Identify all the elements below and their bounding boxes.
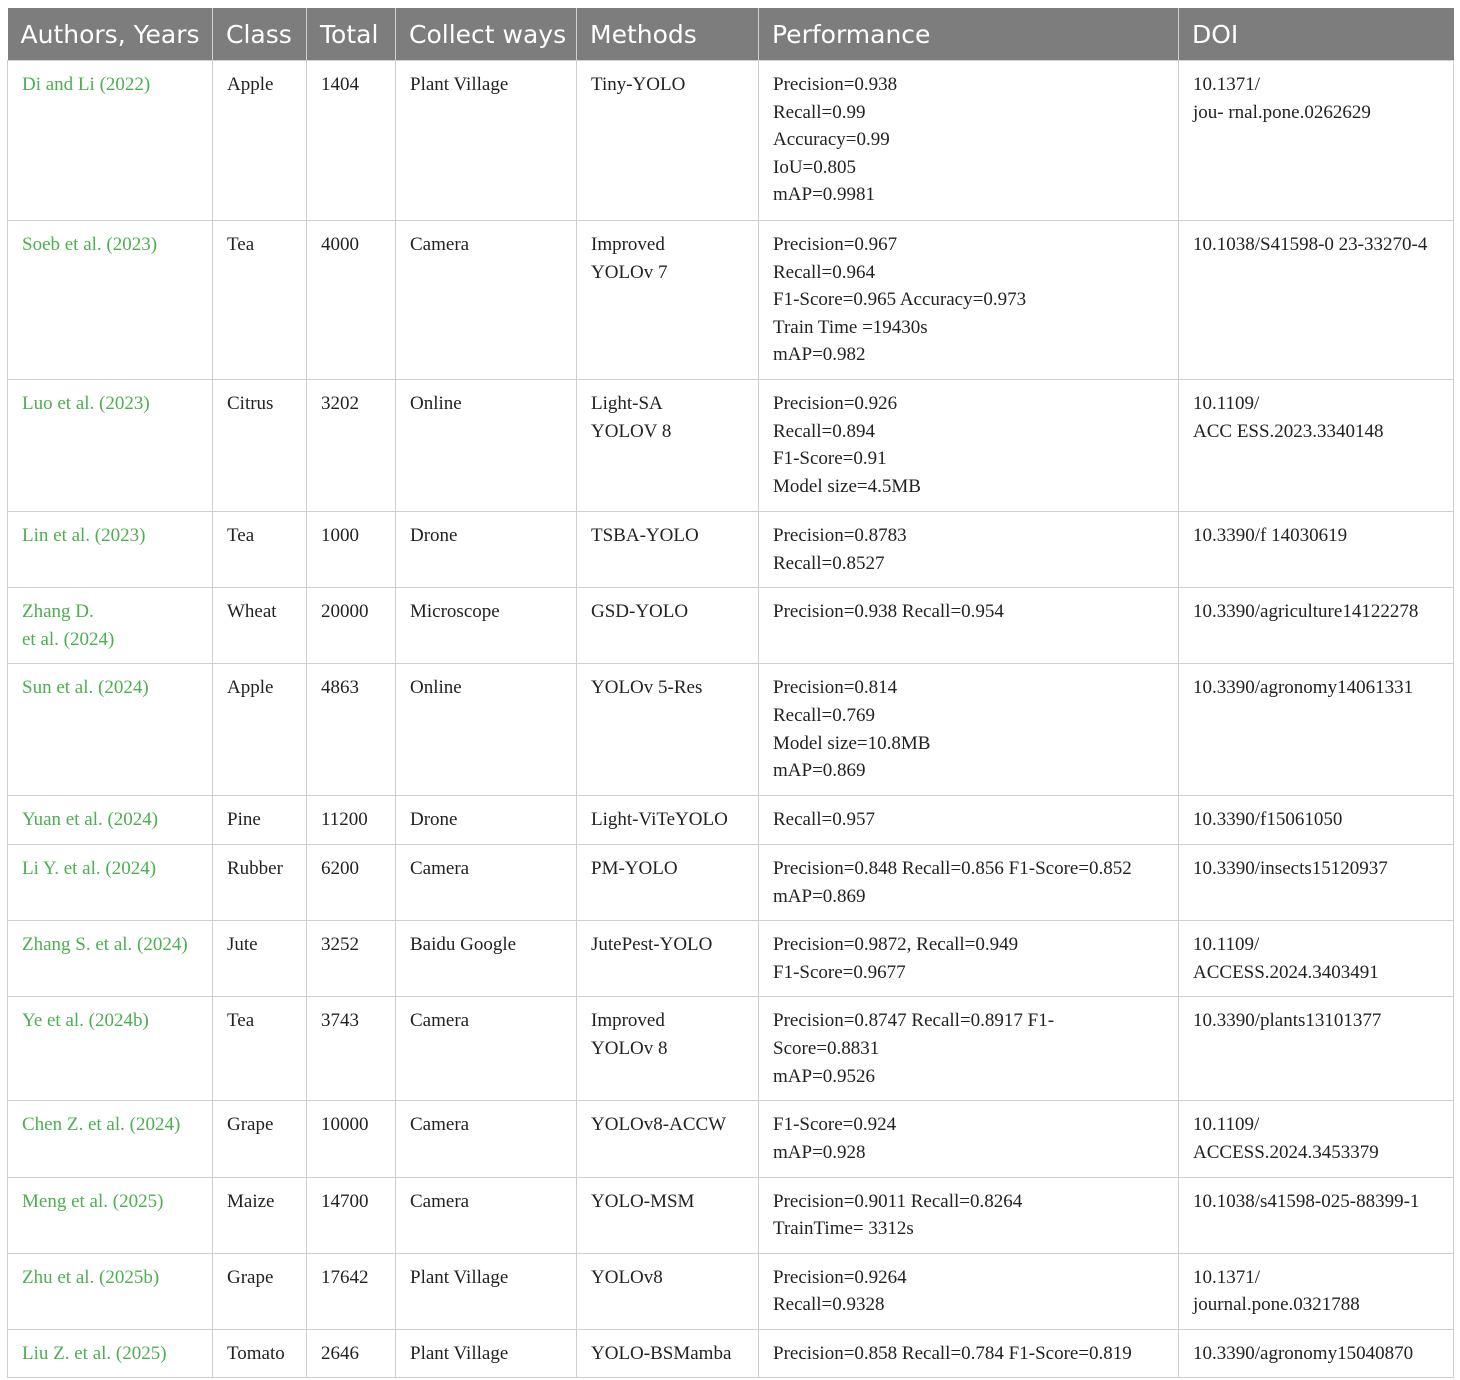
table-row [8,664,1454,796]
method-line: YOLOv 8 [591,1037,668,1059]
author-citation-link[interactable] [8,511,213,587]
performance-line: Precision=0.926 [773,392,898,414]
doi-cell [1179,379,1454,511]
table-row [8,61,1454,221]
performance-cell [759,1329,1179,1378]
author-citation-link[interactable] [8,1253,213,1329]
author-citation-link[interactable] [8,379,213,511]
performance-line: Precision=0.967 [773,234,898,255]
total-cell: 3252 [307,921,396,997]
table-header [8,8,1454,61]
method-cell [577,1329,759,1378]
header-methods: Methods [577,8,759,61]
collect-ways-cell: Camera [396,221,577,380]
performance-line: Recall=0.957 [773,809,875,831]
performance-line: TrainTime= 3312s [773,1218,914,1240]
performance-cell [759,664,1179,796]
total-cell: 4000 [307,221,396,380]
author-line: Sun et al. (2024) [22,677,149,699]
total-cell: 11200 [307,796,396,845]
total-cell: 17642 [307,1253,396,1329]
performance-cell [759,379,1179,511]
doi-cell [1179,61,1454,221]
author-line: Soeb et al. (2023) [22,234,158,255]
performance-line: mAP=0.9981 [773,184,876,206]
doi-cell [1179,1253,1454,1329]
method-cell [577,588,759,664]
author-citation-link[interactable] [8,796,213,845]
header-total: Total [307,8,396,61]
method-cell [577,511,759,587]
author-line: et al. (2024) [22,628,115,650]
doi-line: 10.1109/ [1193,934,1260,956]
author-line: Liu Z. et al. (2025) [22,1342,167,1364]
performance-line: Precision=0.938 [773,74,898,95]
class-cell: Citrus [213,379,307,511]
performance-line: Accuracy=0.99 [773,129,890,151]
header-authors: Authors, Years [8,8,213,61]
author-line: Luo et al. (2023) [22,392,150,414]
class-cell: Tea [213,511,307,587]
class-cell: Maize [213,1177,307,1253]
performance-cell [759,1177,1179,1253]
collect-ways-cell: Baidu Google [396,921,577,997]
author-citation-link[interactable] [8,221,213,380]
performance-line: F1-Score=0.924 [773,1114,897,1136]
header-class: Class [213,8,307,61]
performance-cell [759,1253,1179,1329]
method-cell [577,997,759,1101]
performance-line: Precision=0.8783 [773,524,907,546]
doi-line: ACC ESS.2023.3340148 [1193,420,1384,442]
total-cell: 1404 [307,61,396,221]
collect-ways-cell: Camera [396,1177,577,1253]
class-cell: Pine [213,796,307,845]
author-line: Meng et al. (2025) [22,1190,164,1212]
method-line: TSBA-YOLO [591,524,699,546]
class-cell: Rubber [213,844,307,920]
doi-line: 10.3390/agriculture14122278 [1193,601,1419,623]
method-line: Improved [591,234,665,255]
doi-line: 10.1038/S41598-0 23-33270-4 [1193,234,1428,255]
method-cell [577,664,759,796]
method-line: Light-SA [591,392,663,414]
table-body [8,61,1454,1378]
method-line: YOLOv8 [591,1266,663,1288]
class-cell: Tea [213,221,307,380]
method-line: GSD-YOLO [591,601,689,623]
doi-cell [1179,221,1454,380]
total-cell: 3202 [307,379,396,511]
doi-cell [1179,1329,1454,1378]
performance-line: mAP=0.9526 [773,1065,876,1087]
performance-line: Precision=0.848 Recall=0.856 F1-Score=0.852 [773,857,1132,879]
collect-ways-cell: Plant Village [396,61,577,221]
performance-line: Train Time =19430s [773,316,928,338]
method-cell [577,1253,759,1329]
performance-cell [759,921,1179,997]
author-citation-link[interactable] [8,997,213,1101]
doi-line: 10.3390/agronomy15040870 [1193,1342,1414,1364]
method-cell [577,1177,759,1253]
performance-line: Precision=0.938 Recall=0.954 [773,601,1004,623]
collect-ways-cell: Camera [396,844,577,920]
method-line: YOLO-MSM [591,1190,695,1212]
total-cell: 14700 [307,1177,396,1253]
performance-cell [759,1101,1179,1177]
author-citation-link[interactable] [8,61,213,221]
performance-line: mAP=0.982 [773,344,866,366]
doi-line: 10.3390/plants13101377 [1193,1010,1382,1032]
collect-ways-cell: Microscope [396,588,577,664]
doi-line: ACCESS.2024.3403491 [1193,961,1379,983]
total-cell: 20000 [307,588,396,664]
class-cell: Apple [213,61,307,221]
collect-ways-cell: Camera [396,997,577,1101]
table-row [8,1329,1454,1378]
performance-line: Precision=0.9872, Recall=0.949 [773,934,1019,956]
performance-line: F1-Score=0.91 [773,448,887,470]
method-cell [577,921,759,997]
performance-line: mAP=0.928 [773,1141,866,1163]
author-line: Zhang S. et al. (2024) [22,934,188,956]
performance-cell [759,221,1179,380]
collect-ways-cell: Plant Village [396,1253,577,1329]
doi-line: 10.3390/agronomy14061331 [1193,677,1414,699]
performance-line: Score=0.8831 [773,1037,880,1059]
author-line: Lin et al. (2023) [22,524,146,546]
performance-line: Recall=0.99 [773,101,866,123]
author-citation-link[interactable] [8,1177,213,1253]
performance-line: Recall=0.769 [773,704,875,726]
doi-cell [1179,796,1454,845]
author-line: Di and Li (2022) [22,74,151,95]
performance-line: F1-Score=0.965 Accuracy=0.973 [773,289,1027,311]
method-cell [577,1101,759,1177]
method-cell [577,61,759,221]
doi-line: 10.3390/f15061050 [1193,809,1343,831]
method-line: YOLO-BSMamba [591,1342,732,1364]
class-cell: Tomato [213,1329,307,1378]
author-citation-link[interactable] [8,588,213,664]
method-cell [577,796,759,845]
performance-line: Precision=0.8747 Recall=0.8917 F1- [773,1010,1055,1032]
method-line: YOLOv 5-Res [591,677,703,699]
class-cell: Grape [213,1253,307,1329]
performance-line: Precision=0.858 Recall=0.784 F1-Score=0.819 [773,1342,1132,1364]
doi-cell [1179,1101,1454,1177]
collect-ways-cell: Online [396,664,577,796]
doi-line: 10.1038/s41598-025-88399-1 [1193,1190,1420,1212]
total-cell: 4863 [307,664,396,796]
method-cell [577,379,759,511]
header-collect-ways: Collect ways [396,8,577,61]
author-line: Zhang D. [22,601,94,623]
doi-cell [1179,921,1454,997]
performance-line: Recall=0.8527 [773,552,885,574]
literature-table [7,8,1454,1378]
total-cell: 1000 [307,511,396,587]
doi-line: 10.1371/ [1193,1266,1261,1288]
author-line: Chen Z. et al. (2024) [22,1114,181,1136]
class-cell: Grape [213,1101,307,1177]
performance-line: Recall=0.964 [773,261,875,283]
performance-cell [759,844,1179,920]
table-row [8,588,1454,664]
collect-ways-cell: Camera [396,1101,577,1177]
method-cell [577,221,759,380]
table-row [8,1253,1454,1329]
method-line: YOLOv 7 [591,261,668,283]
doi-line: 10.1371/ [1193,74,1261,95]
performance-line: Model size=10.8MB [773,732,931,754]
header-performance: Performance [759,8,1179,61]
performance-line: mAP=0.869 [773,885,866,907]
performance-line: IoU=0.805 [773,156,857,178]
doi-line: 10.1109/ [1193,392,1260,414]
performance-line: Model size=4.5MB [773,475,921,497]
table-row [8,511,1454,587]
collect-ways-cell: Drone [396,796,577,845]
author-line: Zhu et al. (2025b) [22,1266,160,1288]
method-line: Improved [591,1010,665,1032]
performance-line: Precision=0.814 [773,677,898,699]
total-cell: 2646 [307,1329,396,1378]
author-citation-link[interactable] [8,1329,213,1378]
method-line: PM-YOLO [591,857,678,879]
doi-line: 10.3390/f 14030619 [1193,524,1348,546]
total-cell: 6200 [307,844,396,920]
method-line: YOLOv8-ACCW [591,1114,727,1136]
total-cell: 3743 [307,997,396,1101]
table-row [8,379,1454,511]
performance-cell [759,511,1179,587]
performance-line: Recall=0.9328 [773,1294,885,1316]
doi-cell [1179,588,1454,664]
performance-cell [759,796,1179,845]
table-row [8,997,1454,1101]
method-line: Light-ViTeYOLO [591,809,728,831]
method-cell [577,844,759,920]
performance-line: Recall=0.894 [773,420,875,442]
method-line: Tiny-YOLO [591,74,686,95]
table-row [8,844,1454,920]
table-row [8,796,1454,845]
header-row [8,8,1454,61]
table-row [8,1101,1454,1177]
collect-ways-cell: Plant Village [396,1329,577,1378]
author-citation-link[interactable] [8,664,213,796]
performance-line: Precision=0.9264 [773,1266,907,1288]
class-cell: Tea [213,997,307,1101]
doi-cell [1179,997,1454,1101]
doi-line: 10.3390/insects15120937 [1193,857,1388,879]
header-doi: DOI [1179,8,1454,61]
collect-ways-cell: Drone [396,511,577,587]
author-citation-link[interactable] [8,844,213,920]
doi-line: 10.1109/ [1193,1114,1260,1136]
performance-cell [759,997,1179,1101]
performance-cell [759,61,1179,221]
class-cell: Wheat [213,588,307,664]
doi-line: ACCESS.2024.3453379 [1193,1141,1379,1163]
doi-cell [1179,664,1454,796]
method-line: JutePest-YOLO [591,934,713,956]
author-citation-link[interactable] [8,1101,213,1177]
performance-line: Precision=0.9011 Recall=0.8264 [773,1190,1023,1212]
table-row [8,221,1454,380]
author-citation-link[interactable] [8,921,213,997]
table-row [8,1177,1454,1253]
class-cell: Apple [213,664,307,796]
literature-table-container [7,8,1453,1378]
performance-line: mAP=0.869 [773,760,866,782]
table-row [8,921,1454,997]
doi-cell [1179,844,1454,920]
doi-line: jou- rnal.pone.0262629 [1193,101,1371,123]
author-line: Ye et al. (2024b) [22,1010,149,1032]
author-line: Yuan et al. (2024) [22,809,159,831]
doi-cell [1179,1177,1454,1253]
class-cell: Jute [213,921,307,997]
method-line: YOLOV 8 [591,420,672,442]
collect-ways-cell: Online [396,379,577,511]
author-line: Li Y. et al. (2024) [22,857,157,879]
performance-line: F1-Score=0.9677 [773,961,906,983]
total-cell: 10000 [307,1101,396,1177]
doi-cell [1179,511,1454,587]
doi-line: journal.pone.0321788 [1193,1294,1360,1316]
performance-cell [759,588,1179,664]
